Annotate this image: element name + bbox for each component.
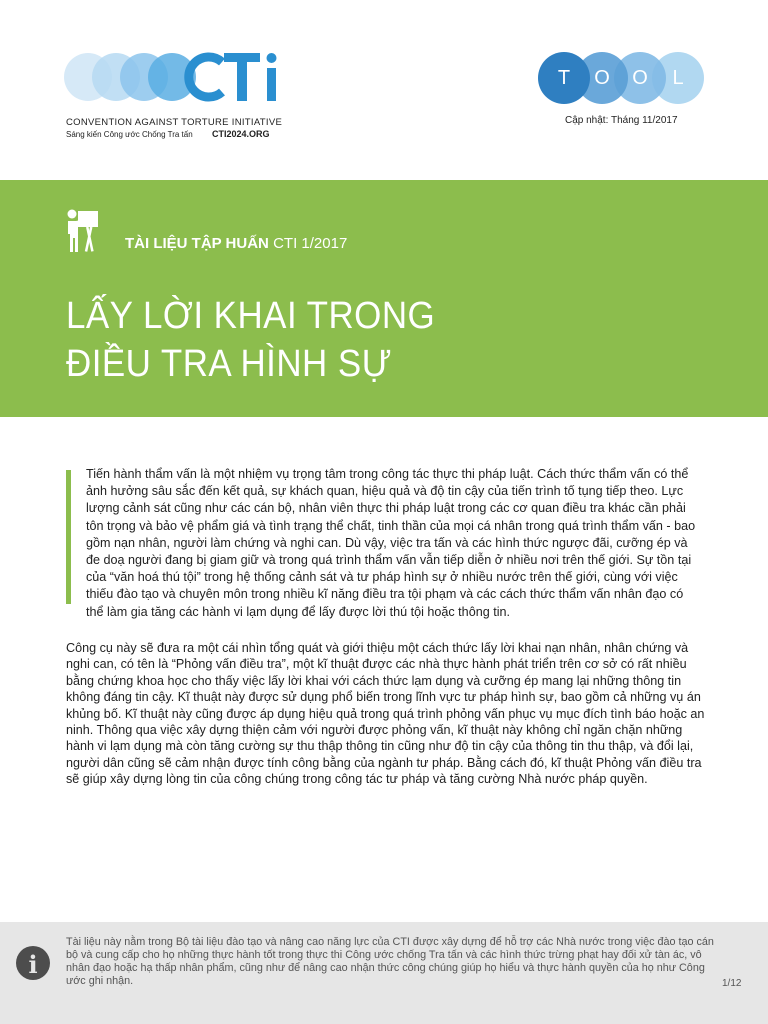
updated-date: Cập nhật: Tháng 11/2017 xyxy=(565,115,678,126)
intro-accent-bar xyxy=(66,470,71,604)
document-type: TÀI LIỆU TẬP HUẤN xyxy=(125,235,269,252)
org-name: CONVENTION AGAINST TORTURE INITIATIVE xyxy=(66,117,283,128)
footer-note: Tài liệu này nằm trong Bộ tài liệu đào tạo và nâng cao năng lực của CTI được xây dựng để hỗ trợ các Nhà nước trong việc đào tạo cán bộ và cung cấp cho họ những thực hành tốt trong thực thi Công ước chống Tra tấn và các hình thức trừng phạt hay đối xử tàn ác, vô nhân đạo hoặc hạ thấp nhân phẩm, cũng như để nâng cao nhận thức công chúng giúp họ hiểu và thực hành quyền của họ như Công ước ghi nhận. xyxy=(66,936,714,987)
tool-letter-l: L xyxy=(652,52,704,104)
document-type-label xyxy=(125,235,347,252)
info-icon xyxy=(16,946,50,980)
header xyxy=(0,0,768,180)
trainer-presentation-icon xyxy=(66,208,100,254)
document-number: CTI 1/2017 xyxy=(268,235,348,252)
org-name-vi: Sáng kiến Công ước Chống Tra tấn xyxy=(66,130,193,139)
tool-letter-o1: O xyxy=(576,52,628,104)
page-title xyxy=(66,292,435,388)
page-number: 1/12 xyxy=(722,978,742,989)
cti-logo xyxy=(64,50,284,104)
title-line-1: LẤY LỜI KHAI TRONG xyxy=(66,295,436,337)
org-url[interactable]: CTI2024.ORG xyxy=(212,129,270,139)
tool-badge xyxy=(538,52,704,104)
info-glyph: i xyxy=(28,950,38,979)
tool-letter-t: T xyxy=(538,52,590,104)
tool-letter-o2: O xyxy=(614,52,666,104)
body-paragraph: Công cụ này sẽ đưa ra một cái nhìn tổng quát và giới thiệu một cách thức lấy lời khai nạn nhân, nhân chứng và nghi can, có tên là “Phỏng vấn điều tra”, một kĩ thuật được các nhà thực hành phát triển trên cơ sở có rất nhiều bằng chứng khoa học cho thấy việc lấy lời khai với cách thức lạm dụng và cưỡng ép mang lại những thông tin không đáng tin cậy. Kĩ thuật này được sử dụng phổ biến trong lĩnh vực tư pháp hình sự, bao gồm cả những vụ án khủng bố. Kĩ thuật này cũng được áp dụng hiệu quả trong quá trình phỏng vấn phục vụ mục đích tình báo hoặc an ninh. Thông qua việc xây dựng thiện cảm với người được phỏng vấn, kĩ thuật này không chỉ ngăn chặn những hành vi lạm dụng mà còn tăng cường sự thu thập thông tin cũng như độ tin cậy của thông tin thu thập, và đổi lại, người dân cũng sẽ cảm nhận được tính công bằng của ngành tư pháp. Bằng cách đó, kĩ thuật Phỏng vấn điều tra sẽ giúp xây dựng lòng tin của công chúng trong công tác tư pháp và tăng cường Nhà nước pháp quyền. xyxy=(66,641,705,787)
title-line-2: ĐIỀU TRA HÌNH SỰ xyxy=(66,343,393,385)
intro-paragraph: Tiến hành thẩm vấn là một nhiệm vụ trọng tâm trong công tác thực thi pháp luật. Cách thức thẩm vấn có thể ảnh hưởng sâu sắc đến kết quả, sự khách quan, hiệu quả và độ tin cậy của tiến trình tố tụng tiếp theo. Lực lượng cảnh sát cũng như các cán bộ, nhân viên thực thi pháp luật trong các cơ quan điều tra khác cần phải tôn trọng và bảo vệ phẩm giá và tình trạng thể chất, tinh thần của mọi cá nhân trong quá trình thẩm vấn - bao gồm nạn nhân, người làm chứng và nghi can. Dù vậy, việc tra tấn và các hình thức ngược đãi, cưỡng ép và đe doạ người đang bị giam giữ và trong quá trình thẩm vấn vẫn tiếp diễn ở nhiều nơi trên thế giới. Sự tồn tại của “văn hoá thú tội” trong hệ thống cảnh sát và tư pháp hình sự ở nhiều nước trên thế giới, cùng với việc thiếu đào tạo và chuyên môn trong nhiều kĩ năng điều tra tội phạm và các cách thức thẩm vấn nhân đạo có thể làm gia tăng các hành vi lạm dụng để lấy được lời thú tội hoặc thông tin. xyxy=(86,467,696,619)
